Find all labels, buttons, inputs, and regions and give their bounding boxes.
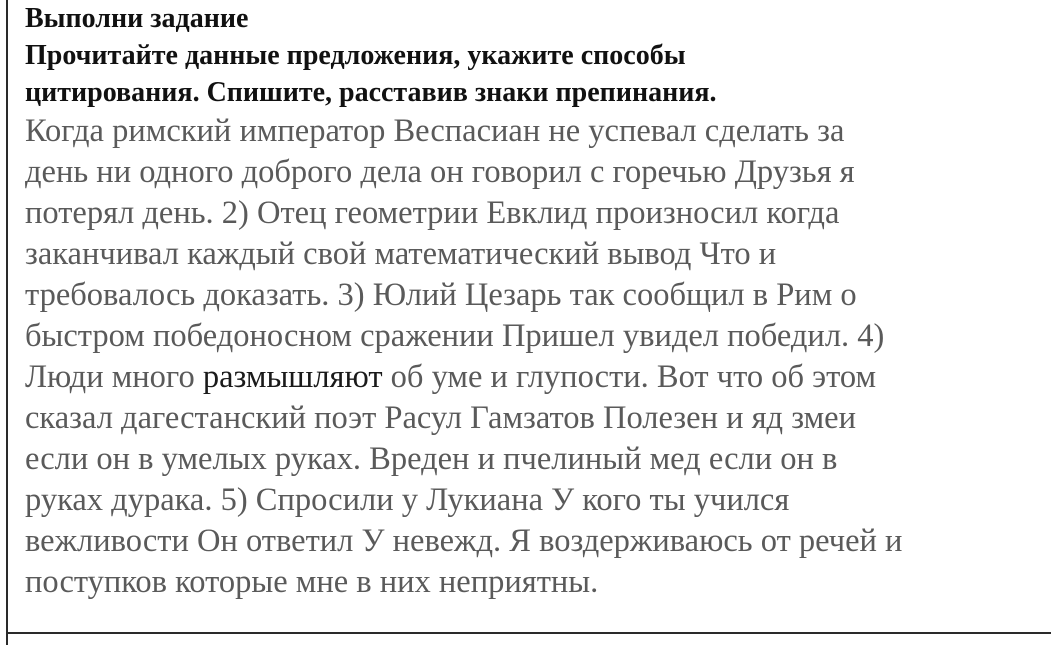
text-line: сказал дагестанский поэт Расул Гамзатов Полезен и яд змеи [25, 400, 856, 436]
frame-corner [6, 634, 8, 645]
text-line: вежливости Он ответил У невежд. Я воздерживаюсь от речей и [25, 523, 903, 559]
text-line: руках дурака. 5) Спросили у Лукиана У кого ты учился [25, 482, 790, 518]
exercise-text [25, 111, 1035, 603]
text-segment: об уме и глупости. Вот что об этом [382, 359, 877, 395]
text-line: если он в умелых руках. Вреден и пчелиный мед если он в [25, 441, 838, 477]
instruction-line-2: цитирования. Спишите, расставив знаки препинания. [25, 77, 717, 108]
task-title: Выполни задание [25, 3, 249, 34]
text-line: поступков которые мне в них неприятны. [25, 564, 599, 600]
text-line: требовалось доказать. 3) Юлий Цезарь так сообщил в Рим о [25, 277, 857, 313]
text-line: быстром победоносном сражении Пришел увидел победил. 4) [25, 318, 885, 354]
text-line: потерял день. 2) Отец геометрии Евклид произносил когда [25, 195, 840, 231]
text-segment: Люди много [25, 359, 203, 395]
text-line: день ни одного доброго дела он говорил с горечью Друзья я [25, 154, 855, 190]
text-line-with-highlight [25, 357, 1035, 398]
highlighted-word: размышляют [202, 359, 383, 395]
document-content [25, 0, 1035, 603]
text-line: заканчивал каждый свой математический вывод Что и [25, 236, 777, 272]
instruction-line-1: Прочитайте данные предложения, укажите способы [25, 40, 686, 71]
text-line: Когда римский император Веспасиан не успевал сделать за [25, 113, 845, 149]
